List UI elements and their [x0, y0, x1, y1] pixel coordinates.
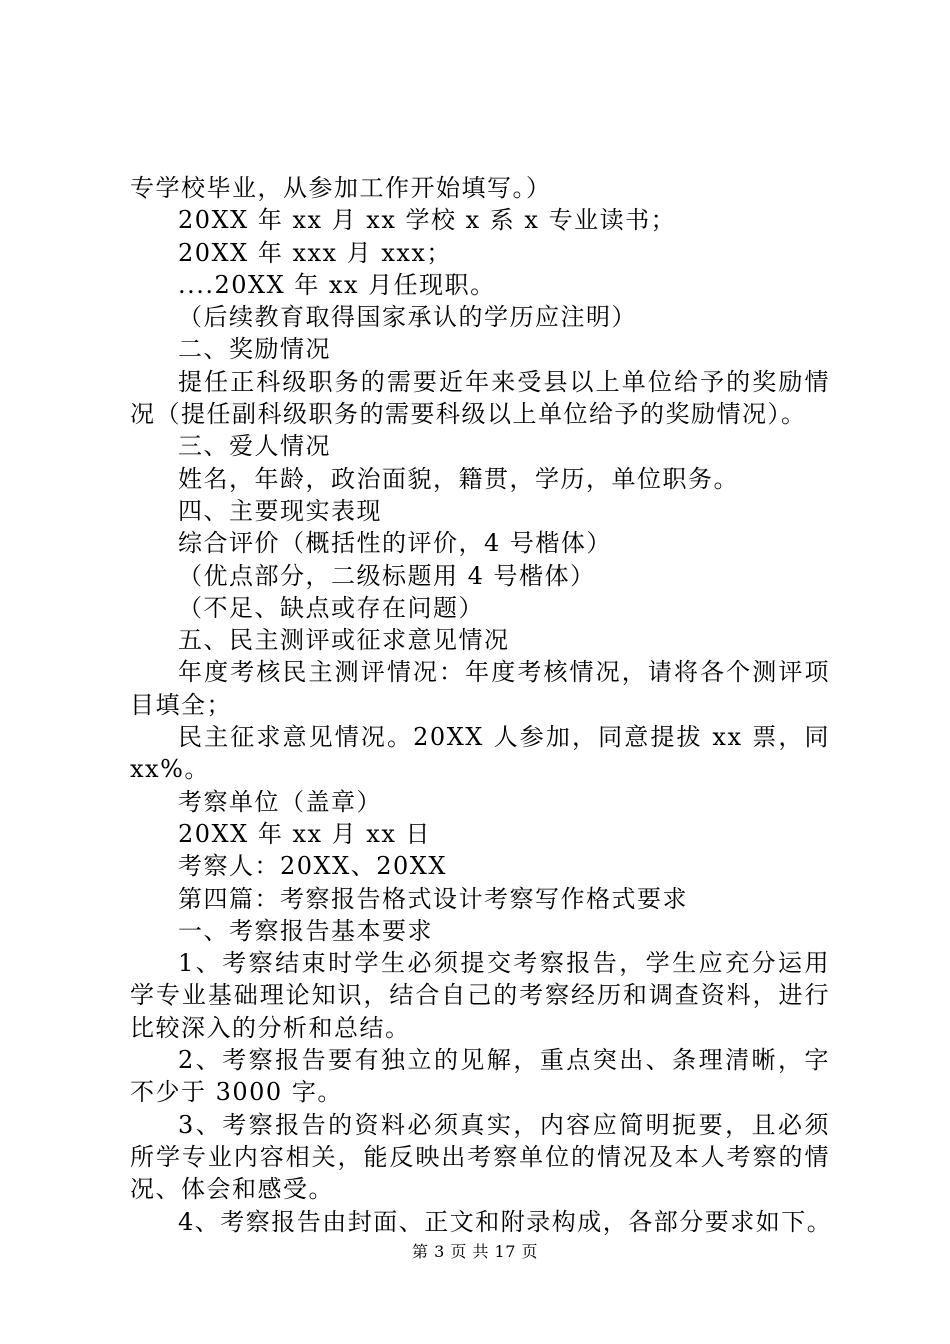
- text-line: 目填全；: [130, 690, 232, 719]
- text-line: ....20XX 年 xx 月任现职。: [178, 270, 496, 299]
- page-footer: 第 3 页 共 17 页: [412, 1242, 538, 1261]
- text-line: 年度考核民主测评情况：年度考核情况，请将各个测评项: [178, 658, 830, 687]
- text-line: 民主征求意见情况。20XX 人参加，同意提拔 xx 票，同: [178, 723, 830, 752]
- text-line: 提任正科级职务的需要近年来受县以上单位给予的奖励情: [178, 367, 830, 396]
- text-line: 不少于 3000 字。: [130, 1078, 343, 1107]
- text-line: （不足、缺点或存在问题）: [178, 593, 484, 622]
- text-line: 所学专业内容相关，能反映出考察单位的情况及本人考察的情: [130, 1142, 830, 1171]
- text-line: 20XX 年 xxx 月 xxx；: [178, 238, 452, 267]
- body-text: [130, 172, 833, 1238]
- text-line: 4、考察报告由封面、正文和附录构成，各部分要求如下。: [178, 1207, 833, 1236]
- section-heading: 四、主要现实表现: [178, 496, 382, 525]
- text-line: 况（提任副科级职务的需要科级以上单位给予的奖励情况）。: [130, 400, 807, 429]
- text-line: （后续教育取得国家承认的学历应注明）: [178, 303, 637, 332]
- section-heading: 一、考察报告基本要求: [178, 916, 433, 945]
- text-line: 20XX 年 xx 月 xx 日: [178, 819, 431, 848]
- text-line: （优点部分，二级标题用 4 号楷体）: [178, 561, 596, 590]
- text-line: 2、考察报告要有独立的见解，重点突出、条理清晰，字: [178, 1046, 830, 1075]
- text-line: 3、考察报告的资料必须真实，内容应简明扼要，且必须: [178, 1110, 830, 1139]
- section-heading: 三、爱人情况: [178, 432, 331, 461]
- text-line: 考察单位（盖章）: [178, 787, 382, 816]
- text-line: 考察人：20XX、20XX: [178, 852, 447, 881]
- text-line: 姓名，年龄，政治面貌，籍贯，学历，单位职务。: [178, 464, 739, 493]
- text-line: 20XX 年 xx 月 xx 学校 x 系 x 专业读书；: [178, 206, 677, 235]
- text-line: 况、体会和感受。: [130, 1175, 334, 1204]
- text-line: 专学校毕业，从参加工作开始填写。）: [130, 174, 552, 202]
- section-heading: 二、奖励情况: [178, 335, 331, 364]
- text-line: 学专业基础理论知识，结合自己的考察经历和调查资料，进行: [130, 981, 830, 1010]
- text-line: 综合评价（概括性的评价，4 号楷体）: [178, 529, 612, 558]
- text-line: 1、考察结束时学生必须提交考察报告，学生应充分运用: [178, 949, 830, 978]
- chapter-heading: 第四篇：考察报告格式设计考察写作格式要求: [178, 884, 688, 913]
- text-line: 比较深入的分析和总结。: [130, 1013, 411, 1042]
- text-line: xx%。: [130, 755, 210, 784]
- section-heading: 五、民主测评或征求意见情况: [178, 626, 510, 655]
